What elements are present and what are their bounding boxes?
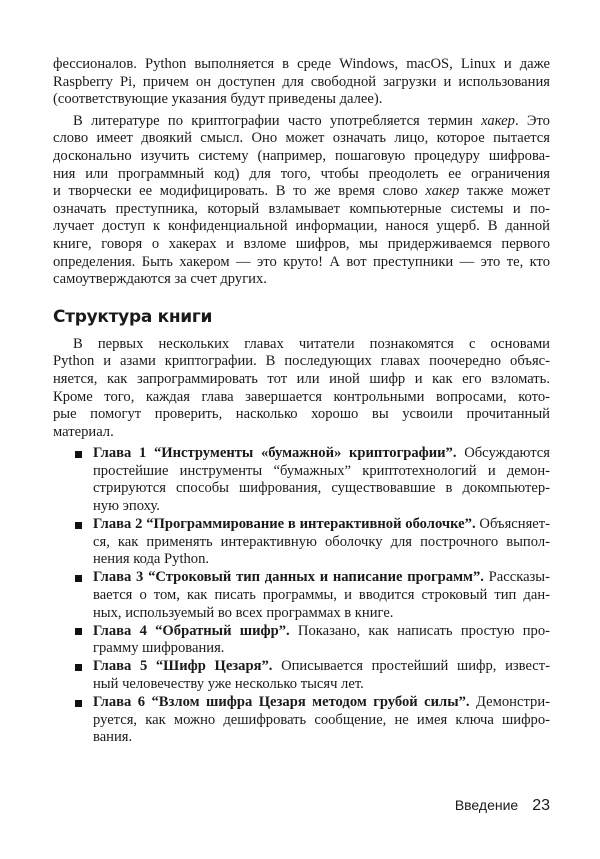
chapter-list (53, 445, 550, 747)
text-line (53, 74, 550, 92)
text-line (53, 254, 550, 272)
text-segment: Python и азами криптографии. В последующих главах поочередно объяс- (53, 353, 550, 370)
text-segment: досконально изучить систему (например, пошаговую процедуру шифрова- (53, 147, 550, 164)
text-segment: стрируются способы шифрования, существовавшие в докомпьютер- (93, 480, 550, 497)
chapter-title: Глава 2 “Программирование в интерактивной оболочке”. (93, 516, 476, 533)
text-line (93, 534, 550, 552)
text-line (53, 406, 550, 424)
text-line (53, 56, 550, 74)
text-line (93, 516, 550, 534)
text-segment: грамму шифрования. (93, 640, 225, 657)
text-line (53, 183, 550, 201)
text-segment: Объясняет- (475, 516, 550, 533)
text-segment: Демонстри- (469, 694, 550, 711)
text-segment: ся, как применять интерактивную оболочку для построчного выпол- (93, 533, 550, 550)
chapter-title: Глава 6 “Взлом шифра Цезаря методом грубой силы”. (93, 694, 470, 711)
text-line (53, 424, 550, 442)
text-line (53, 113, 550, 131)
text-line (53, 389, 550, 407)
square-bullet-icon (75, 575, 82, 582)
chapter-list-item (53, 658, 550, 693)
chapter-title: Глава 1 “Инструменты «бумажной» криптографии”. (93, 445, 457, 462)
text-line (53, 201, 550, 219)
text-segment: вания. (93, 729, 133, 746)
paragraph (53, 56, 550, 109)
chapter-title: Глава 3 “Строковый тип данных и написание программ”. (93, 569, 484, 586)
text-segment: фессионалов. Python выполняется в среде Windows, macOS, Linux и даже (53, 56, 550, 72)
text-line (53, 166, 550, 184)
text-line (93, 498, 550, 516)
page-body (53, 56, 550, 747)
chapter-list-item (53, 569, 550, 622)
chapter-list-item (53, 445, 550, 515)
square-bullet-icon (75, 451, 82, 458)
square-bullet-icon (75, 522, 82, 529)
text-segment: ния или программный код) для того, чтобы преодолеть ее ограничения (53, 165, 550, 182)
text-line (93, 551, 550, 569)
text-line (93, 569, 550, 587)
text-line (93, 463, 550, 481)
text-line (53, 91, 550, 109)
section-intro-paragraph (53, 336, 550, 442)
text-line (93, 445, 550, 463)
text-segment: В первых нескольких главах читатели познакомятся с основами (73, 335, 550, 352)
text-line (93, 605, 550, 623)
text-line (93, 640, 550, 658)
text-segment: вается о том, как писать программы, и вводится строковый тип дан- (93, 587, 550, 604)
text-segment: самоутверждаются за счет других. (53, 271, 267, 288)
text-segment: В литературе по криптографии часто употребляется термин (73, 112, 482, 129)
page-number: 23 (532, 797, 550, 814)
text-line (93, 623, 550, 641)
text-segment: также может (459, 183, 550, 200)
page-footer (455, 796, 550, 815)
text-line (93, 694, 550, 712)
text-segment: руется, как можно дешифровать сообщение, не имея ключа шифро- (93, 711, 550, 728)
text-segment: лучает доступ к конфиденциальной информации, нанося ущерб. В данной (53, 218, 550, 235)
text-line (53, 130, 550, 148)
text-line (53, 353, 550, 371)
text-segment: ных, используемый во всех программах в книге. (93, 604, 394, 621)
text-segment: (соответствующие указания будут приведены далее). (53, 91, 383, 108)
text-segment: ный человечеству уже несколько тысяч лет. (93, 676, 364, 692)
intro-paragraphs (53, 56, 550, 289)
chapter-list-item (53, 623, 550, 658)
running-footer-section: Введение (454, 797, 519, 813)
text-segment: ную эпоху. (93, 498, 160, 515)
text-line (53, 371, 550, 389)
emphasized-term: хакер (425, 183, 460, 200)
text-segment: Рассказы- (483, 569, 550, 586)
text-line (53, 271, 550, 289)
text-segment: означать преступника, который взламывает компьютерные системы и по- (53, 200, 550, 217)
section-heading: Структура книги (53, 306, 213, 327)
square-bullet-icon (75, 628, 82, 635)
text-segment: и творчески ее модифицировать. В то же время слово (53, 183, 426, 200)
text-line (93, 480, 550, 498)
chapter-list-item (53, 516, 550, 569)
square-bullet-icon (75, 700, 82, 707)
text-line (53, 148, 550, 166)
text-line (93, 587, 550, 605)
text-segment: простейшие инструменты “бумажных” криптотехнологий и демон- (93, 462, 550, 479)
chapter-list-item (53, 694, 550, 747)
text-segment: нения кода Python. (93, 551, 210, 568)
text-segment: книге, говоря о хакерах и взломе шифров, мы придерживаемся первого (53, 235, 550, 252)
text-line (53, 236, 550, 254)
text-segment: Показано, как написать простую про- (289, 622, 550, 639)
text-segment: Кроме того, каждая глава завершается контрольными вопросами, кото- (53, 388, 550, 405)
text-segment: няется, как запрограммировать тот или иной шифр и как его взломать. (53, 370, 550, 387)
text-line (53, 218, 550, 236)
emphasized-term: хакер (481, 112, 515, 129)
text-line (93, 729, 550, 747)
text-line (93, 712, 550, 730)
text-segment: Raspberry Pi, причем он доступен для свободной загрузки и использования (53, 73, 550, 90)
text-segment: . Это (514, 112, 550, 129)
text-segment: Описывается простейший шифр, извест- (272, 658, 551, 675)
chapter-title: Глава 4 “Обратный шифр”. (93, 622, 290, 639)
square-bullet-icon (75, 664, 82, 671)
text-segment: материал. (53, 423, 114, 440)
paragraph (53, 113, 550, 289)
chapter-title: Глава 5 “Шифр Цезаря”. (93, 658, 273, 675)
text-line (53, 336, 550, 354)
text-segment: определения. Быть хакером — это круто! А вот преступники — это те, кто (53, 253, 550, 270)
text-line (93, 676, 550, 694)
text-segment: рые помогут проверить, насколько хорошо вы усвоили прочитанный (53, 406, 550, 423)
text-segment: Обсуждаются (456, 445, 550, 462)
text-segment: слово имеет двоякий смысл. Оно может означать лицо, которое пытается (53, 130, 550, 147)
text-line (93, 658, 550, 676)
